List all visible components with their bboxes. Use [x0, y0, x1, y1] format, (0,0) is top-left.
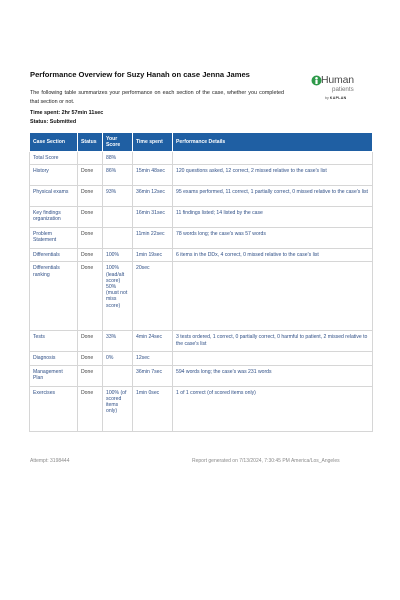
- logo-kaplan-text: by KAPLAN: [325, 96, 347, 100]
- row-status: Done: [78, 165, 103, 186]
- row-details: 95 exams performed, 11 correct, 1 partially correct, 0 missed relative to the case's list: [173, 186, 373, 207]
- row-details: [173, 152, 373, 165]
- row-section: Tests: [30, 331, 78, 352]
- row-section: Management Plan: [30, 365, 78, 386]
- row-status: Done: [78, 186, 103, 207]
- row-section: History: [30, 165, 78, 186]
- page-title: Performance Overview for Suzy Hanah on case Jenna James: [30, 70, 250, 79]
- table-row: [30, 249, 373, 262]
- col-header-status: Status: [78, 133, 103, 152]
- row-details: [173, 262, 373, 331]
- row-time: 36min 7sec: [133, 365, 173, 386]
- row-section: Exercises: [30, 386, 78, 431]
- attempt-id: Attempt: 3198444: [30, 458, 70, 464]
- row-status: Done: [78, 207, 103, 228]
- col-header-details: Performance Details: [173, 133, 373, 152]
- col-header-case-section: Case Section: [30, 133, 78, 152]
- row-status: Done: [78, 249, 103, 262]
- row-time: 12sec: [133, 352, 173, 365]
- row-time: 4min 24sec: [133, 331, 173, 352]
- row-status: Done: [78, 386, 103, 431]
- row-details: 1 of 1 correct (of scored items only): [173, 386, 373, 431]
- logo-human-text: Human: [321, 74, 354, 86]
- row-time: 11min 22sec: [133, 228, 173, 249]
- row-time: 15min 48sec: [133, 165, 173, 186]
- row-details: 6 items in the DDx, 4 correct, 0 missed relative to the case's list: [173, 249, 373, 262]
- row-time: 20sec: [133, 262, 173, 331]
- row-details: 11 findings listed; 14 listed by the case: [173, 207, 373, 228]
- row-status: Done: [78, 352, 103, 365]
- row-status: Done: [78, 331, 103, 352]
- row-time: 1min 0sec: [133, 386, 173, 431]
- row-time: 36min 12sec: [133, 186, 173, 207]
- row-score: 93%: [103, 186, 133, 207]
- table-header-row: [30, 133, 373, 152]
- row-details: 3 tests ordered, 1 correct, 0 partially correct, 0 harmful to patient, 2 missed relative to the case's list: [173, 331, 373, 352]
- row-score: 100% (of scored items only): [103, 386, 133, 431]
- row-status: Done: [78, 228, 103, 249]
- row-section: Key findings organization: [30, 207, 78, 228]
- time-spent: Time spent: 2hr 57min 11sec: [30, 110, 104, 116]
- row-time: [133, 152, 173, 165]
- row-score: [103, 207, 133, 228]
- row-section: Diagnosis: [30, 352, 78, 365]
- row-score: 0%: [103, 352, 133, 365]
- row-score: [103, 365, 133, 386]
- table-row: [30, 352, 373, 365]
- table-row: [30, 386, 373, 431]
- table-row: [30, 228, 373, 249]
- human-patients-logo: [311, 74, 373, 108]
- logo-patients-text: patients: [332, 86, 354, 93]
- row-score: [103, 228, 133, 249]
- performance-table: [29, 132, 373, 432]
- table-row: [30, 207, 373, 228]
- report-generated-timestamp: Report generated on 7/13/2024, 7:30:45 PM America/Los_Angeles: [192, 458, 340, 464]
- table-row: [30, 365, 373, 386]
- table-row: [30, 165, 373, 186]
- row-details: 120 questions asked, 12 correct, 2 missed relative to the case's list: [173, 165, 373, 186]
- row-section: Total Score: [30, 152, 78, 165]
- row-section: Differentials: [30, 249, 78, 262]
- row-details: 594 words long; the case's was 231 words: [173, 365, 373, 386]
- row-time: 16min 31sec: [133, 207, 173, 228]
- table-row: [30, 262, 373, 331]
- row-score: 100% (lead/alt score) 50% (must not miss score): [103, 262, 133, 331]
- summary-text: The following table summarizes your performance on each section of the case, whether you completed that section or not.: [30, 90, 284, 105]
- row-score: 88%: [103, 152, 133, 165]
- table-row: [30, 152, 373, 165]
- row-status: Done: [78, 262, 103, 331]
- status-line: Status: Submitted: [30, 119, 77, 125]
- row-details: [173, 352, 373, 365]
- table-row: [30, 186, 373, 207]
- row-status: Done: [78, 365, 103, 386]
- row-score: 100%: [103, 249, 133, 262]
- row-status: [78, 152, 103, 165]
- col-header-time: Time spent: [133, 133, 173, 152]
- row-time: 1min 19sec: [133, 249, 173, 262]
- row-score: 33%: [103, 331, 133, 352]
- col-header-score: Your Score: [103, 133, 133, 152]
- row-score: 86%: [103, 165, 133, 186]
- row-section: Problem Statement: [30, 228, 78, 249]
- row-section: Differentials ranking: [30, 262, 78, 331]
- row-section: Physical exams: [30, 186, 78, 207]
- row-details: 78 words long; the case's was 57 words: [173, 228, 373, 249]
- table-row: [30, 331, 373, 352]
